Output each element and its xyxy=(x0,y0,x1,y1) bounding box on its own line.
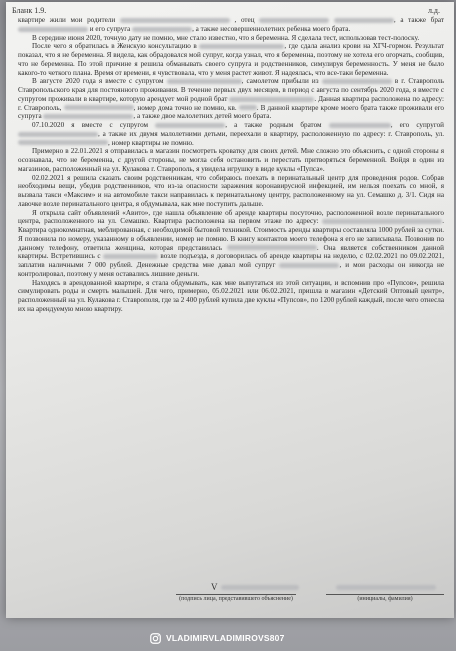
document-sheet xyxy=(6,2,454,618)
redacted xyxy=(279,263,339,268)
paragraph-dolls: Находясь в арендованной квартире, я стала обдумывать, как мне выпутаться из этой ситуации, и вспомнив про «Пупсов», решила симулировать роды и смерть малышей. Для чего, примерно, 05.02.2021 или 06.02.2021, пришла в магазин «Детский Оптовый центр», расположенный на ул. Кулакова г. Ставрополя, где за 2 400 рублей купила две куклы «Пупсов», по 1200 рублей каждый, после чего отнесла их на арендуемую мною квартиру. xyxy=(18,278,444,313)
redacted xyxy=(103,254,158,259)
paragraph-residence: квартире жили мои родители , отец , а также брат и его супруга , а также несовершеннолетних ребенка моего брата. xyxy=(18,16,444,33)
form-label: Бланк 1.9. xyxy=(12,6,47,15)
redacted xyxy=(199,44,284,49)
paragraph-arrival: В августе 2020 года я вместе с супругом , самолетом прибыли из в г. Ставрополь Ставропольского края для постоянного проживания. В течение первых двух месяцев, в период с августа по сентябрь 2020 года, я вместе с супругом проживали в квартире, которую арендует мой родной брат . Данная квартира расположена по адресу: г. Ставрополь, , номер дома точно не помню, кв. . В данной квартире кроме моего брата также проживали его супруга , а также двое малолетних детей моего брата. xyxy=(18,77,444,121)
redacted xyxy=(43,114,133,119)
paragraph-test: В середине июня 2020, точную дату не помню, мне стало известно, что я беременна. Я сделала тест, использовав тест-полоску. xyxy=(32,33,420,42)
redacted-name xyxy=(336,585,436,590)
document-body xyxy=(18,16,444,314)
redacted xyxy=(18,132,98,137)
paragraph-perinatal: 02.02.2021 я решила сказать своим родственникам, что собираюсь поехать в перинатальный центр для проведения родов. Собрав необходимы вещи, убедив родственников, что из-за опасности заражения коронавирусной инфекцией, им нельзя поехать со мной, я вызвала такси «Максим» и на автомобиле такси направилась к перинатальному центру, расположенному на ул. Семашко д. 3/1. Сидя на лавочке возле перинатального центра, я обдумывала, как мне поступить дальше. xyxy=(18,173,444,208)
paragraph-consultation: После чего я обратилась в Женскую консультацию в , где сдала анализ крови на ХГЧ-гормон. Результат показал, что я не беременна. Я видела, как обрадовался мой супруг, когда узнал, что я беременна, поэтому не хотела его огорчать, сообщив, что не беременна. По этой причине я решила обманывать своего супруга и родственников, симулируя беременность. У меня не было какого-то четкого плана. Время от времени, я чувствовала, что у меня растет живот. Я надеялась, что все-таки беременна. xyxy=(18,42,444,77)
instagram-icon xyxy=(150,633,161,644)
redacted-signature xyxy=(221,585,299,590)
redacted xyxy=(334,18,394,23)
redacted xyxy=(329,123,391,128)
watermark xyxy=(150,631,285,645)
redacted xyxy=(155,123,225,128)
redacted xyxy=(18,140,108,145)
redacted xyxy=(239,105,257,110)
redacted xyxy=(259,18,329,23)
redacted xyxy=(120,18,230,23)
redacted xyxy=(322,79,392,84)
page-ld-label: л.д. xyxy=(427,6,440,15)
signature-line xyxy=(176,594,296,595)
redacted xyxy=(227,245,317,250)
redacted xyxy=(167,79,242,84)
signature-caption: (подпись лица, представившего объяснение) xyxy=(179,596,293,602)
signature-mark: V xyxy=(211,582,218,592)
redacted xyxy=(132,27,192,32)
name-line xyxy=(326,594,444,595)
paragraph-move: 07.10.2020 я вместе с супругом , а также родным братом , его супругой , а также их двумя малолетними детьми, переехали в квартиру, расположенную по адресу: г. Ставрополь, ул. , номер квартиры не помню. xyxy=(18,121,444,147)
redacted xyxy=(229,97,314,102)
name-caption: (инициалы, фамилия) xyxy=(357,596,413,602)
paragraph-avito: Я открыла сайт объявлений «Авито», где нашла объявление об аренде квартиры посуточно, расположенной возле перинатального центра, расположенного на ул. Семашко. Квартира расположена на первом этаже по адресу: . Квартира однокомнатная, меблированная, с необходимой бытовой техникой. Стоимость аренды квартиры составляла 1000 рублей за сутки. Я позвонила по номеру, указанному в объявлении, номер не помню. В книгу контактов моего телефона я его не записывала. Позвонив по данному телефону, ответила женщина, которая представилась . Она является собственником данной квартиры. Встретившись с возле подъезда, я договорилась об аренде квартиры на неделю, с 02.02.2021 по 09.02.2021, заплатив наличными 7 000 рублей. Денежные средства мне давал мой супруг , и мои расходы он никогда не контролировал, поэтому у меня оставались лишние деньги. xyxy=(18,208,444,278)
watermark-handle: VLADIMIRVLADIMIROVS807 xyxy=(166,633,285,643)
signature-area xyxy=(6,582,454,616)
paragraph-shop: Примерно в 22.01.2021 я отправилась в магазин посмотреть кроватку для своих детей. Мне сложно это объяснить, с одной стороны я осознавала, что не беременна, с другой стороны, не могла себя остановить и перестать притворяться беременной. Войдя в один из магазинов, расположенный на ул. Кулакова г. Ставрополь, я увидела игрушку в виде куклы «Пупса». xyxy=(18,147,444,173)
redacted xyxy=(64,105,134,110)
redacted xyxy=(322,219,442,224)
redacted xyxy=(18,27,88,32)
